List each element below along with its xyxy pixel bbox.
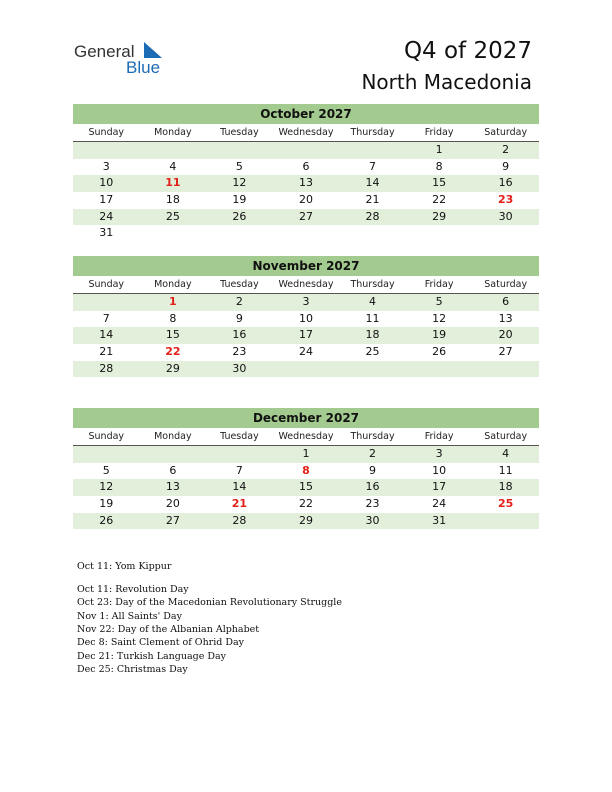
date-cell: 24	[432, 497, 447, 511]
date-cell: 26	[432, 345, 447, 359]
date-cell: 21	[365, 193, 380, 207]
date-cell: 7	[369, 159, 377, 173]
date-cell	[273, 361, 340, 378]
date-cell: 19	[232, 193, 247, 207]
date-cell: 8	[435, 159, 443, 173]
week-row	[73, 209, 539, 226]
date-cell: 7	[235, 463, 243, 477]
logo-word-blue: Blue	[126, 58, 161, 77]
holiday-note: Dec 8: Saint Clement of Ohrid Day	[77, 637, 245, 649]
date-cell: 31	[99, 226, 114, 240]
week-row	[73, 361, 539, 378]
date-cell: 31	[432, 513, 447, 527]
date-cell: 13	[498, 311, 513, 325]
date-cell: 24	[99, 209, 114, 223]
page-title: Q4 of 2027	[403, 38, 532, 64]
date-cell	[140, 225, 207, 242]
date-cell	[472, 225, 539, 242]
date-cell: 28	[232, 513, 247, 527]
week-row	[73, 479, 539, 496]
weekday-label: Wednesday	[278, 279, 334, 290]
date-cell	[273, 225, 340, 242]
notes-group-holidays	[77, 583, 342, 677]
month-title: November 2027	[73, 256, 539, 276]
date-cell: 20	[165, 497, 180, 511]
week-row	[73, 311, 539, 328]
date-cell: 26	[99, 513, 114, 527]
date-cell: 25	[165, 209, 180, 223]
holiday-note: Nov 1: All Saints' Day	[77, 610, 182, 622]
date-cell: 23	[365, 497, 380, 511]
date-cell	[140, 446, 207, 463]
date-cell: 11	[365, 311, 380, 325]
weekday-label: Sunday	[88, 279, 125, 290]
notes-group-observances	[77, 560, 342, 573]
holiday-date-cell: 25	[498, 497, 514, 511]
date-cell: 2	[502, 143, 510, 156]
date-cell	[273, 142, 340, 159]
date-cell: 4	[169, 159, 177, 173]
date-cell: 14	[232, 480, 247, 494]
holiday-note: Nov 22: Day of the Albanian Alphabet	[77, 624, 260, 636]
holiday-date-cell: 23	[498, 193, 514, 207]
date-cell: 19	[99, 497, 114, 511]
date-cell: 26	[232, 209, 247, 223]
date-cell: 17	[432, 480, 447, 494]
week-row	[73, 294, 539, 311]
date-cell: 27	[498, 345, 513, 359]
holiday-note: Dec 21: Turkish Language Day	[77, 650, 227, 662]
date-cell: 9	[502, 159, 510, 173]
holiday-date-cell: 8	[302, 463, 310, 477]
date-cell	[206, 225, 273, 242]
date-cell: 12	[432, 311, 447, 325]
date-cell: 10	[432, 463, 447, 477]
week-row	[73, 142, 539, 159]
date-cell: 4	[502, 447, 510, 460]
date-cell: 7	[102, 311, 110, 325]
date-cell: 5	[235, 159, 243, 173]
date-cell: 29	[165, 361, 180, 375]
weekday-label: Friday	[424, 431, 454, 442]
weekday-label: Monday	[154, 431, 192, 442]
weekday-label: Friday	[424, 279, 454, 290]
date-cell: 22	[432, 193, 447, 207]
date-cell: 30	[365, 513, 380, 527]
date-cell: 30	[498, 209, 513, 223]
date-cell: 20	[498, 328, 513, 342]
week-row	[73, 344, 539, 361]
date-cell: 6	[169, 463, 177, 477]
date-cell: 23	[232, 345, 247, 359]
weekday-label: Saturday	[484, 279, 528, 290]
date-cell: 1	[302, 447, 310, 460]
date-cell: 25	[365, 345, 380, 359]
weekday-label: Saturday	[484, 127, 528, 138]
week-row	[73, 327, 539, 344]
date-cell: 15	[165, 328, 180, 342]
date-cell: 3	[435, 447, 443, 460]
date-cell: 12	[99, 480, 114, 494]
weekday-label: Wednesday	[278, 431, 334, 442]
week-row	[73, 446, 539, 463]
page-subtitle: North Macedonia	[361, 70, 532, 94]
date-cell: 10	[298, 311, 313, 325]
weekday-label: Monday	[154, 279, 192, 290]
date-cell: 13	[298, 176, 313, 190]
date-cell: 18	[498, 480, 513, 494]
date-cell	[472, 513, 539, 530]
holiday-note: Oct 11: Revolution Day	[77, 583, 189, 595]
date-cell: 6	[502, 295, 510, 308]
date-cell: 15	[432, 176, 447, 190]
week-row	[73, 175, 539, 192]
weekday-label: Tuesday	[220, 279, 259, 290]
date-cell: 2	[235, 295, 243, 308]
brand-logo	[74, 40, 174, 80]
date-cell: 13	[165, 480, 180, 494]
weekday-label: Sunday	[88, 127, 125, 138]
holiday-date-cell: 22	[165, 345, 181, 359]
date-cell: 16	[365, 480, 380, 494]
calendar-november	[73, 256, 539, 377]
weekday-label: Thursday	[350, 431, 395, 442]
date-cell: 28	[99, 361, 114, 375]
date-cell: 9	[235, 311, 243, 325]
week-row	[73, 225, 539, 242]
date-cell	[406, 225, 473, 242]
holiday-date-cell: 21	[231, 497, 248, 511]
weekday-label: Monday	[154, 127, 192, 138]
calendar-october	[73, 104, 539, 242]
month-title: December 2027	[73, 408, 539, 428]
holiday-note: Oct 11: Yom Kippur	[77, 561, 172, 572]
date-cell: 15	[298, 480, 313, 494]
weekday-label: Sunday	[88, 431, 125, 442]
date-cell: 4	[369, 295, 377, 308]
date-cell: 17	[298, 328, 313, 342]
weekday-label: Tuesday	[220, 431, 259, 442]
weekday-label: Friday	[424, 127, 454, 138]
date-cell: 27	[298, 209, 313, 223]
date-cell: 3	[302, 295, 310, 308]
week-row	[73, 513, 539, 530]
holiday-notes	[77, 560, 342, 677]
date-cell	[206, 142, 273, 159]
date-cell: 18	[365, 328, 380, 342]
weekday-label: Tuesday	[220, 127, 259, 138]
date-cell	[73, 446, 140, 463]
calendar-december	[73, 408, 539, 529]
logo-word-general: General	[74, 42, 135, 61]
holiday-date-cell: 1	[169, 295, 177, 308]
month-title: October 2027	[73, 104, 539, 124]
date-cell: 6	[302, 159, 310, 173]
date-cell: 1	[435, 143, 443, 156]
date-cell: 11	[498, 463, 513, 477]
date-cell: 20	[298, 193, 313, 207]
date-cell: 28	[365, 209, 380, 223]
date-cell: 30	[232, 361, 247, 375]
date-cell: 16	[498, 176, 513, 190]
date-cell: 16	[232, 328, 247, 342]
date-cell: 29	[432, 209, 447, 223]
date-cell: 21	[99, 345, 114, 359]
date-cell: 22	[298, 497, 313, 511]
weekday-label: Thursday	[350, 127, 395, 138]
week-row	[73, 463, 539, 480]
date-cell: 27	[165, 513, 180, 527]
date-cell: 17	[99, 193, 114, 207]
date-cell: 10	[99, 176, 114, 190]
date-cell: 24	[298, 345, 313, 359]
week-row	[73, 496, 539, 513]
date-cell: 29	[298, 513, 313, 527]
date-cell	[406, 361, 473, 378]
date-cell: 14	[365, 176, 380, 190]
weekday-header-row	[73, 428, 539, 446]
date-cell: 18	[165, 193, 180, 207]
date-cell: 8	[169, 311, 177, 325]
date-cell: 3	[102, 159, 110, 173]
weekday-label: Saturday	[484, 431, 528, 442]
date-cell	[339, 361, 406, 378]
weekday-label: Thursday	[350, 279, 395, 290]
date-cell	[73, 294, 140, 311]
date-cell	[472, 361, 539, 378]
week-row	[73, 159, 539, 176]
holiday-date-cell: 11	[165, 176, 181, 190]
date-cell: 5	[435, 295, 443, 308]
date-cell: 12	[232, 176, 247, 190]
week-row	[73, 192, 539, 209]
date-cell	[140, 142, 207, 159]
holiday-note: Oct 23: Day of the Macedonian Revolutionary Struggle	[77, 597, 342, 609]
date-cell: 14	[99, 328, 114, 342]
date-cell	[206, 446, 273, 463]
date-cell: 19	[432, 328, 447, 342]
holiday-note: Dec 25: Christmas Day	[77, 664, 188, 676]
weekday-header-row	[73, 276, 539, 294]
weekday-label: Wednesday	[278, 127, 334, 138]
date-cell: 9	[369, 463, 377, 477]
date-cell	[73, 142, 140, 159]
weekday-header-row	[73, 124, 539, 142]
date-cell	[339, 225, 406, 242]
date-cell	[339, 142, 406, 159]
date-cell: 2	[369, 447, 377, 460]
date-cell: 5	[102, 463, 110, 477]
